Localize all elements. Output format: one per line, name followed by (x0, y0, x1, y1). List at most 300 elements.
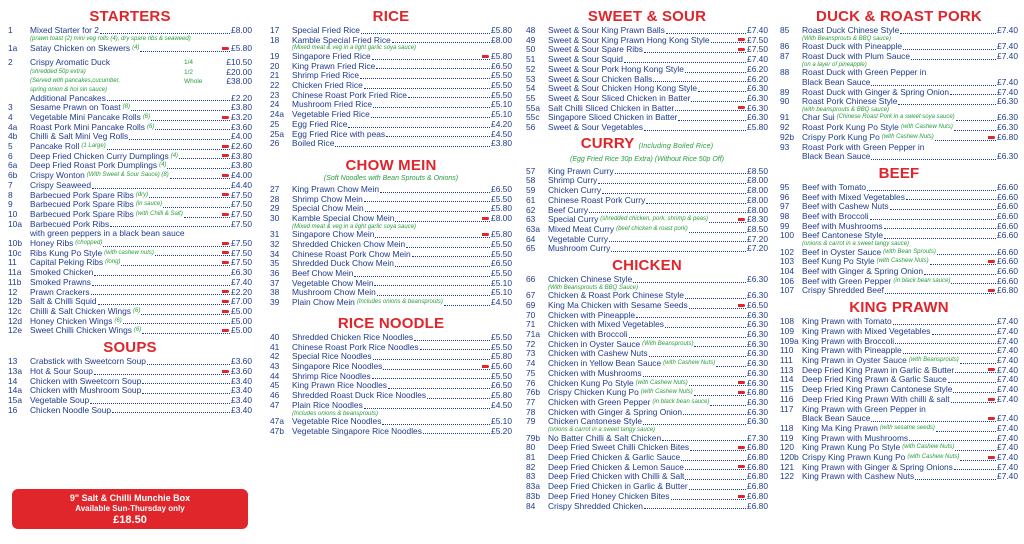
item-number: 47b (270, 425, 284, 436)
item-number: 3 (8, 102, 13, 113)
item-name: Chilli & Salt Mini Veg Rolls (30, 131, 129, 142)
leader-dots (689, 232, 746, 233)
item-name: Vegetable Curry (548, 233, 609, 244)
item-name: Chicken with Green Pepper (548, 397, 651, 407)
leader-dots (871, 421, 996, 422)
item-name: Roast Duck with Plum Sauce (802, 50, 910, 61)
menu-item[interactable] (526, 244, 768, 254)
menu-item[interactable] (780, 52, 1018, 62)
leader-dots (184, 217, 230, 218)
item-name: King Prawn in Oyster Sauce (802, 354, 907, 365)
chilli-icon (988, 398, 995, 401)
item-number: 80 (526, 442, 536, 453)
menu-item[interactable] (526, 123, 768, 133)
leader-dots (98, 304, 230, 305)
item-number: 77 (526, 397, 536, 407)
leader-dots (589, 212, 746, 213)
item-number: 83 (526, 471, 536, 482)
item-price: £4.00 (231, 170, 252, 181)
leader-dots (689, 489, 746, 490)
item-number: 14a (8, 385, 22, 396)
chilli-icon (222, 154, 229, 157)
item-number: 89 (780, 86, 790, 97)
menu-item[interactable] (780, 26, 1018, 36)
leader-dots (163, 207, 230, 208)
item-number: 32 (270, 238, 280, 249)
item-number: 69 (526, 299, 536, 310)
chilli-icon (988, 136, 995, 139)
item-name: Plain Rice Noodles (292, 399, 363, 410)
leader-dots (155, 255, 230, 256)
item-price: £8.00 (747, 185, 768, 196)
sweet-sour-list (526, 26, 768, 133)
item-number: 38 (270, 287, 280, 298)
item-price: £6.20 (747, 63, 768, 74)
item-number: 27 (270, 183, 280, 194)
item-price: £7.40 (997, 374, 1018, 385)
item-number: 8 (8, 189, 13, 200)
leader-dots (360, 78, 490, 79)
item-number: 61 (526, 194, 536, 205)
beef-list (780, 183, 1018, 296)
chilli-icon (738, 446, 745, 449)
item-price: £6.50 (491, 380, 512, 391)
item-number: 10c (8, 247, 22, 258)
item-number: 87 (780, 50, 790, 61)
section-title-soups: SOUPS (103, 339, 157, 357)
item-number: 1a (8, 43, 18, 54)
menu-item[interactable] (270, 36, 512, 46)
item-note: (with sesame seeds) (879, 424, 935, 431)
section-title-beef: BEEF (878, 164, 920, 182)
item-name: Crispy Wonton (30, 170, 85, 181)
item-note: (with cashew nuts) (104, 249, 154, 256)
leader-dots (629, 337, 746, 338)
item-note: (with Cashew Nuts) (881, 133, 934, 140)
item-price: £5.20 (491, 425, 512, 436)
item-number: 41 (270, 341, 280, 352)
leader-dots (179, 158, 230, 159)
item-name: Deep Fried Chicken in Garlic & Butter (548, 481, 688, 492)
leader-dots (91, 294, 230, 295)
item-number: 36 (270, 268, 280, 279)
item-name: Beef with Cashew Nuts (802, 201, 889, 212)
item-name: Beef with Mushrooms (802, 220, 883, 231)
king-prawn-list (780, 317, 1018, 482)
curry-title: CURRY (580, 134, 635, 152)
leader-dots (689, 308, 746, 309)
item-number: 106 (780, 275, 794, 286)
column-1 (8, 8, 252, 415)
item-number: 35 (270, 258, 280, 269)
item-continuation: with green peppers in a black bean sauce (30, 228, 185, 239)
leader-dots (406, 247, 490, 248)
menu-item[interactable] (270, 139, 512, 149)
item-number: 7 (8, 179, 13, 190)
item-price: £7.40 (997, 384, 1018, 395)
item-number: 24a (270, 109, 284, 120)
item-number: 55a (526, 102, 540, 113)
leader-dots (110, 226, 230, 227)
item-name: Kamble Special Fried Rice (292, 34, 391, 45)
leader-dots (364, 88, 490, 89)
menu-item[interactable] (526, 502, 768, 512)
leader-dots (375, 237, 490, 238)
chilli-icon (222, 290, 229, 293)
item-price: £8.50 (747, 165, 768, 176)
leader-dots (936, 431, 996, 432)
section-title-starters: STARTERS (89, 8, 171, 25)
item-number: 53 (526, 73, 536, 84)
item-number: 79b (526, 432, 540, 443)
item-name: Roast Pork Kung Po Style (802, 122, 899, 133)
item-number: 45 (270, 380, 280, 391)
item-number: 91 (780, 112, 790, 123)
item-price: £7.40 (997, 432, 1018, 443)
column-3 (526, 8, 768, 511)
item-name: Honey Chicken Wings (30, 315, 113, 326)
item-number: 5 (8, 141, 13, 152)
item-price: £6.30 (747, 406, 768, 417)
leader-dots (364, 408, 490, 409)
menu-item[interactable] (780, 231, 1018, 241)
item-number: 118 (780, 422, 794, 433)
item-price: £6.30 (997, 112, 1018, 123)
item-number: 113 (780, 364, 794, 375)
item-name: Mushroom Curry (548, 243, 611, 254)
item-number: 70 (526, 309, 536, 320)
item-number: 12 (8, 286, 18, 297)
item-number: 88 (780, 67, 790, 78)
item-price: £3.60 (231, 121, 252, 132)
item-price: £6.60 (997, 275, 1018, 286)
item-price: £3.80 (491, 138, 512, 149)
item-number: 49 (526, 34, 536, 45)
leader-dots (382, 424, 490, 425)
leader-dots (107, 100, 230, 101)
leader-dots (386, 136, 490, 137)
item-name: Chicken in Yellow Bean Sauce (548, 358, 662, 369)
item-name: No Batter Chilli & Salt Chicken (548, 432, 662, 443)
item-number: 39 (270, 297, 280, 308)
item-price: £7.40 (997, 86, 1018, 97)
item-price: £2.20 (231, 92, 252, 103)
item-name: Crabstick with Sweetcorn Soup (30, 356, 146, 367)
item-number: 121 (780, 461, 794, 472)
item-name: Mushroom Fried Rice (292, 99, 373, 110)
leader-dots (140, 51, 230, 52)
item-price: £6.60 (997, 201, 1018, 212)
leader-dots (646, 203, 746, 204)
item-price: £6.30 (747, 358, 768, 369)
leader-dots (142, 333, 230, 334)
leader-dots (103, 246, 230, 247)
leader-dots (691, 101, 746, 102)
duck-price-row (8, 58, 252, 68)
leader-dots (167, 168, 230, 169)
item-name: Shredded Chicken Rice Noodles (292, 331, 414, 342)
leader-dots (444, 305, 490, 306)
menu-item[interactable] (780, 472, 1018, 482)
item-number: 67 (526, 290, 536, 301)
item-name: Deep Fried Chicken & Lemon Sauce (548, 461, 684, 472)
item-number: 97 (780, 201, 790, 212)
item-price: £5.00 (231, 315, 252, 326)
menu-item[interactable] (8, 44, 252, 54)
item-number: 96 (780, 191, 790, 202)
item-price: £7.40 (997, 335, 1018, 346)
item-description: (Served with pancakes,cucumber, (30, 78, 121, 85)
item-name-cont: Black Bean Sauce (802, 76, 871, 87)
item-name: Deep Fried Chicken Curry Dumplings (30, 150, 169, 161)
item-name: Capital Peking Ribs (30, 257, 104, 268)
item-number: 109 (780, 325, 794, 336)
item-number: 58 (526, 175, 536, 186)
chilli-icon (988, 260, 995, 263)
leader-dots (644, 52, 746, 53)
leader-dots (383, 369, 490, 370)
item-number: 22 (270, 80, 280, 91)
item-description: (With Beansprouts & BBQ Sauce) (548, 284, 638, 291)
item-price: £7.50 (231, 199, 252, 210)
item-name: Pancake Roll (30, 141, 80, 152)
item-name: Roast Pork Mini Pancake Rolls (30, 121, 145, 132)
promo-box[interactable] (12, 489, 248, 529)
leader-dots (930, 264, 996, 265)
item-number: 63 (526, 214, 536, 225)
section-title-chow-mein: CHOW MEIN (345, 156, 437, 174)
leader-dots (915, 479, 996, 480)
item-name: Crispy Shredded Chicken (548, 500, 643, 511)
item-number: 14 (8, 375, 18, 386)
item-name: Chinese Roast Pork Chow Mein (292, 248, 411, 259)
item-number: 12b (8, 296, 22, 307)
item-price: £6.30 (997, 151, 1018, 162)
item-note: (1 Large) (81, 143, 106, 150)
item-price: £5.80 (231, 43, 252, 54)
item-price: £5.10 (491, 416, 512, 426)
item-price: £38.00 (226, 76, 252, 87)
item-note: (chopped) (75, 240, 103, 247)
item-name: Salt Chilli Sliced Chicken in Batter (548, 102, 675, 113)
menu-item[interactable] (8, 26, 252, 36)
section-title-rice: RICE (372, 8, 410, 25)
menu-item[interactable] (526, 417, 768, 427)
menu-item[interactable] (270, 214, 512, 224)
item-name: Crispy Pork Kung Po (802, 131, 880, 142)
item-number: 55c (526, 112, 540, 123)
leader-dots (420, 349, 490, 350)
menu-item[interactable] (270, 401, 512, 411)
item-name: Chicken in Oyster Sauce (548, 338, 641, 349)
leader-dots (374, 285, 490, 286)
item-name: Shredded Roast Duck Rice Noodles (292, 390, 427, 401)
leader-dots (94, 374, 230, 375)
item-price: £7.50 (231, 238, 252, 249)
item-name: Shredded Chicken Chow Mein (292, 238, 406, 249)
item-price: £6.30 (747, 367, 768, 378)
item-note: (beef chicken & roast pork) (616, 225, 688, 232)
item-number: 71 (526, 319, 536, 330)
menu-item[interactable] (8, 406, 252, 416)
item-note: (6) (114, 317, 122, 324)
item-price: £4.00 (231, 131, 252, 142)
promo-title: 9" Salt & Chilli Munchie Box (69, 493, 191, 503)
leader-dots (142, 393, 230, 394)
item-number: 92b (780, 131, 794, 142)
item-name: Crispy Aromatic Duck (30, 56, 111, 67)
item-name: Crispy Seaweed (30, 179, 91, 190)
leader-dots (354, 276, 490, 277)
item-price: £6.30 (997, 122, 1018, 133)
item-price: £5.50 (491, 70, 512, 81)
item-number: 54 (526, 83, 536, 94)
leader-dots (142, 383, 230, 384)
leader-dots (954, 130, 996, 131)
leader-dots (694, 346, 746, 347)
leader-dots (955, 372, 996, 373)
item-name: King Prawn Kung Po Style (802, 442, 901, 453)
leader-dots (388, 388, 490, 389)
item-number: 52 (526, 63, 536, 74)
leader-dots (716, 366, 746, 367)
item-name: Deep Fried King Prawn in Garlic & Butter (802, 364, 955, 375)
leader-dots (932, 334, 997, 335)
item-name: Sweet Chilli Chicken Wings (30, 325, 132, 336)
item-number: 76b (526, 387, 540, 398)
item-name: Deep Fried King Prawn With chilli & salt (802, 393, 950, 404)
item-name: Chicken Kung Po Style (548, 377, 634, 388)
item-note: (4) (159, 162, 167, 169)
item-price: £6.50 (747, 299, 768, 310)
chilli-icon (222, 193, 229, 196)
item-price: £6.60 (997, 266, 1018, 277)
leader-dots (644, 130, 746, 131)
item-price: £3.40 (231, 375, 252, 386)
leader-dots (643, 376, 746, 377)
item-number: 11a (8, 267, 22, 278)
item-price: £7.40 (997, 393, 1018, 404)
menu-item[interactable] (8, 326, 252, 336)
item-price: £6.80 (997, 285, 1018, 296)
item-number: 122 (780, 471, 794, 482)
menu-item[interactable] (780, 286, 1018, 296)
item-price: £7.50 (747, 34, 768, 45)
item-name: Deep Fried Chicken & Garlic Sauce (548, 452, 681, 463)
item-name: Smoked Chicken (30, 267, 94, 278)
section-title-sweet-sour: SWEET & SOUR (587, 8, 707, 25)
item-number: 25a (270, 128, 284, 139)
item-price: £6.30 (747, 377, 768, 388)
section-title-curry (526, 135, 768, 156)
rice-list (270, 26, 512, 149)
item-name: Chicken Curry (548, 185, 602, 196)
item-number: 40 (270, 331, 280, 342)
leader-dots (636, 317, 746, 318)
leader-dots (100, 33, 230, 34)
item-name: Beef in Oyster Sauce (802, 246, 882, 257)
item-price: £5.80 (491, 50, 512, 61)
item-price: £7.40 (997, 25, 1018, 35)
leader-dots (335, 146, 490, 147)
item-name: King Ma King Prawn (802, 422, 878, 433)
item-name: Mixed Starter for 2 (30, 25, 99, 35)
item-price: £6.80 (747, 481, 768, 492)
item-description: (Mixed meat & veg in a light garlic soya sauce) (292, 223, 417, 230)
item-name: Mushroom Chow Mein (292, 287, 376, 298)
item-number: 2 (8, 56, 13, 67)
item-price: £5.50 (491, 331, 512, 342)
leader-dots (951, 402, 996, 403)
item-price: £10.50 (226, 56, 252, 67)
leader-dots (671, 499, 747, 500)
item-price: £6.80 (747, 442, 768, 453)
chilli-icon (738, 304, 745, 307)
leader-dots (665, 327, 746, 328)
chilli-icon (482, 55, 489, 58)
item-name: King Prawn with Broccoli (802, 335, 895, 346)
item-number: 12e (8, 325, 22, 336)
item-price: £7.40 (997, 452, 1018, 463)
item-name-cont: Black Bean Sauce (802, 151, 871, 162)
leader-dots (884, 238, 996, 239)
item-name: Deep Fried Honey Chicken Bites (548, 490, 670, 501)
leader-dots (348, 127, 490, 128)
section-title-rice-noodle: RICE NOODLE (337, 314, 445, 332)
item-name: Chinese Roast Pork Curry (548, 194, 646, 205)
leader-dots (624, 62, 746, 63)
leader-dots (365, 211, 490, 212)
leader-dots (123, 323, 230, 324)
menu-item[interactable] (270, 427, 512, 437)
leader-dots (698, 91, 746, 92)
item-name: Shrimp Chow Mein (292, 193, 363, 204)
chilli-icon (738, 218, 745, 221)
leader-dots (408, 97, 490, 98)
item-price: £5.50 (491, 238, 512, 249)
item-price: £7.20 (747, 243, 768, 254)
item-name: Chicken with Broccoli (548, 329, 628, 340)
item-description: (with beansprouts & BBQ sauce) (802, 106, 890, 113)
item-price: £6.30 (747, 329, 768, 340)
item-name: King Prawn with Mushrooms (802, 432, 909, 443)
item-price: £6.50 (491, 60, 512, 71)
item-name: Crispy Shredded Beef (802, 285, 884, 296)
item-price: £6.60 (997, 181, 1018, 192)
item-price: £7.40 (997, 316, 1018, 327)
item-price: £7.30 (747, 432, 768, 443)
item-name: Chicken Noodle Soup (30, 404, 112, 415)
duck-block[interactable] (8, 58, 252, 103)
item-note: (4) (132, 45, 140, 52)
menu-item[interactable] (526, 275, 768, 285)
item-price: £7.50 (747, 44, 768, 55)
menu-item[interactable] (780, 97, 1018, 107)
leader-dots (950, 94, 996, 95)
item-name: Shrimp Rice Noodles (292, 370, 371, 381)
item-price: £8.00 (747, 175, 768, 186)
item-name: Satay Chicken on Skewers (30, 43, 131, 54)
item-price: £3.60 (231, 356, 252, 367)
section-title-duck-roast-pork: DUCK & ROAST PORK (816, 8, 982, 25)
leader-dots (107, 149, 230, 150)
item-price: £5.50 (491, 341, 512, 352)
menu-item[interactable] (270, 298, 512, 308)
item-number: 13a (8, 365, 22, 376)
item-number: 16 (8, 404, 18, 415)
item-note: (with Cashew Nuts) (635, 379, 688, 386)
leader-dots (903, 353, 996, 354)
